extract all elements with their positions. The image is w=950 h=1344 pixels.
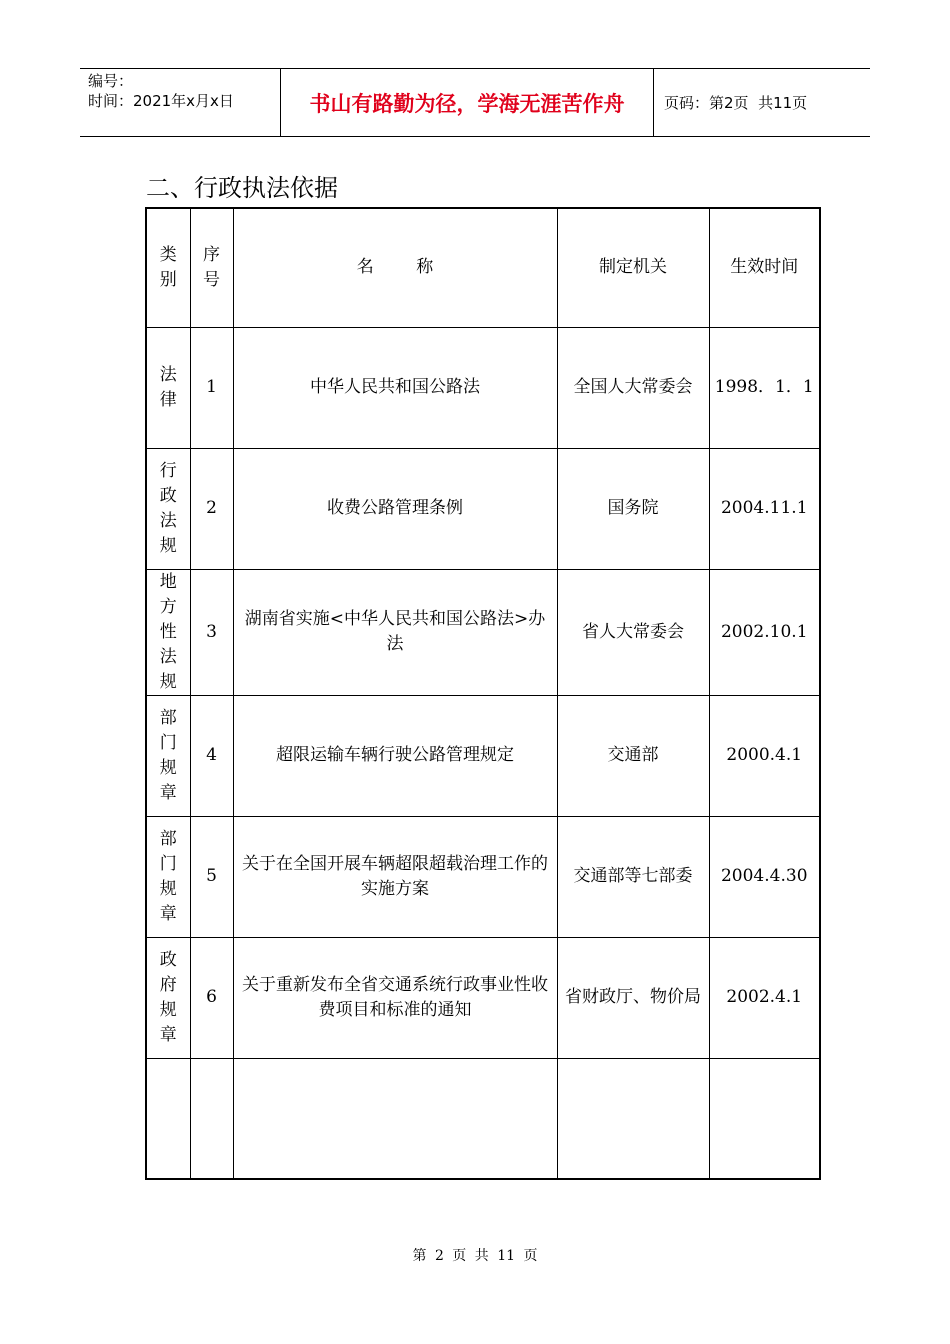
row-number: 6 [190,937,233,1058]
empty-table-row [146,1058,820,1179]
table-header-row [146,208,820,327]
row-number: 3 [190,569,233,695]
row-name: 收费公路管理条例 [233,448,557,569]
empty-cell [709,1058,820,1179]
empty-cell [557,1058,709,1179]
row-name: 湖南省实施<中华人民共和国公路法>办法 [233,569,557,695]
section-title: 二、行政执法依据 [146,174,338,202]
row-name: 关于重新发布全省交通系统行政事业性收费项目和标准的通知 [233,937,557,1058]
row-date: 2004.11.1 [709,448,820,569]
table-row [146,695,820,816]
row-number: 5 [190,816,233,937]
document-number-label: 编号： [88,72,134,90]
page-footer: 第 2 页 共 11 页 [412,1248,538,1264]
row-date: 2004.4.30 [709,816,820,937]
row-authority: 全国人大常委会 [557,327,709,448]
row-date: 2002.10.1 [709,569,820,695]
row-number: 2 [190,448,233,569]
row-category: 行政法规 [146,448,190,569]
table-row [146,816,820,937]
row-authority: 省财政厅、物价局 [557,937,709,1058]
empty-cell [146,1058,190,1179]
column-header-category: 类别 [146,208,190,327]
empty-cell [233,1058,557,1179]
row-authority: 交通部等七部委 [557,816,709,937]
column-header-name: 名称 [233,208,557,327]
row-category: 部门规章 [146,695,190,816]
table-row [146,569,820,695]
row-number: 4 [190,695,233,816]
column-header-number: 序号 [190,208,233,327]
row-authority: 交通部 [557,695,709,816]
header-page-info [654,69,870,136]
row-category: 地方性法规 [146,569,190,695]
row-date: 2000.4.1 [709,695,820,816]
law-basis-table [145,207,821,1180]
row-authority: 国务院 [557,448,709,569]
page-info-text: 页码：第2页 共11页 [664,94,808,112]
row-number: 1 [190,327,233,448]
row-name: 关于在全国开展车辆超限超载治理工作的实施方案 [233,816,557,937]
row-category: 部门规章 [146,816,190,937]
column-header-authority: 制定机关 [557,208,709,327]
row-date: 1998．1．1 [709,327,820,448]
row-authority: 省人大常委会 [557,569,709,695]
row-category: 政府规章 [146,937,190,1058]
table-row [146,448,820,569]
row-name: 超限运输车辆行驶公路管理规定 [233,695,557,816]
column-header-effective-date: 生效时间 [709,208,820,327]
header-meta [80,69,281,136]
row-date: 2002.4.1 [709,937,820,1058]
table-row [146,327,820,448]
table-row [146,937,820,1058]
header-motto: 书山有路勤为径，学海无涯苦作舟 [281,69,654,136]
empty-cell [190,1058,233,1179]
document-time-label: 时间：2021年x月x日 [88,92,234,110]
row-category: 法律 [146,327,190,448]
page-header [80,68,870,137]
row-name: 中华人民共和国公路法 [233,327,557,448]
